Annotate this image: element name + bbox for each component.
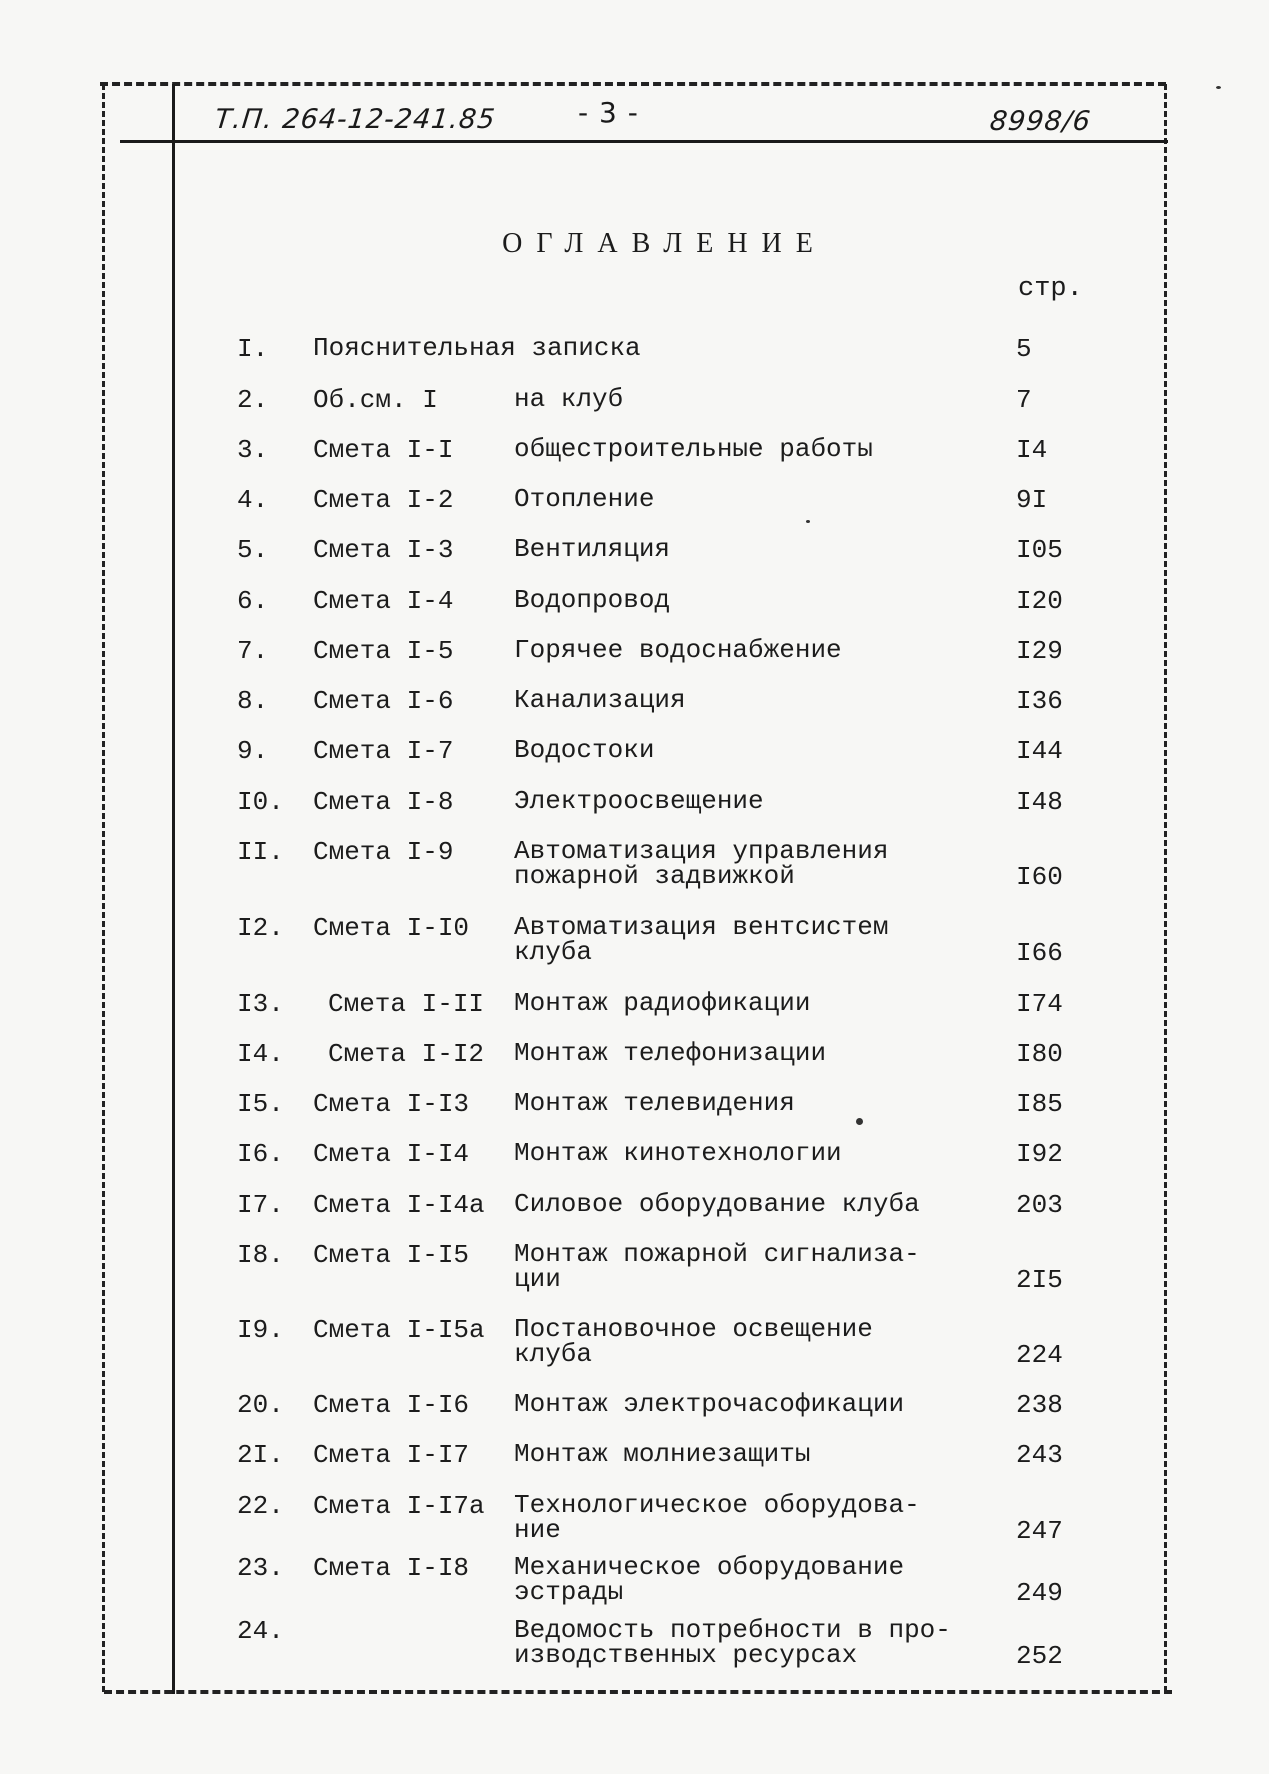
- entry-page: I36: [1016, 686, 1063, 716]
- entry-page: 249: [1016, 1578, 1063, 1608]
- entry-title: Монтаж пожарной сигнализа- ции: [514, 1239, 920, 1294]
- entry-title: Постановочное освещение клуба: [514, 1314, 873, 1369]
- entry-number: 8.: [237, 686, 269, 716]
- entry-page: 224: [1016, 1340, 1063, 1370]
- entry-page: I85: [1016, 1089, 1063, 1119]
- ink-speck: [806, 520, 810, 523]
- entry-code: Смета I-II: [328, 989, 485, 1019]
- frame-left-border: [102, 84, 105, 1692]
- page-column-label: стр.: [1018, 274, 1083, 304]
- entry-number: 9.: [237, 736, 269, 766]
- entry-page: 252: [1016, 1641, 1063, 1671]
- entry-code: Смета I-2: [313, 485, 454, 515]
- frame-right-border: [1164, 84, 1167, 1692]
- entry-number: II.: [237, 837, 284, 867]
- frame-top-border: [100, 82, 1166, 86]
- entry-page: I4: [1016, 435, 1048, 465]
- entry-title: Механическое оборудование эстрады: [514, 1552, 905, 1607]
- entry-title: на клуб: [514, 384, 624, 414]
- entry-number: I8.: [237, 1240, 284, 1270]
- entry-number: I.: [237, 334, 269, 364]
- entry-number: 4.: [237, 485, 269, 515]
- entry-code: Смета I-I7а: [313, 1491, 485, 1521]
- entry-code: Смета I-I4: [313, 1139, 470, 1169]
- entry-code: Смета I-5: [313, 636, 454, 666]
- entry-number: I3.: [237, 989, 284, 1019]
- archive-number: 8998/6: [988, 106, 1093, 137]
- entry-code: Смета I-I3: [313, 1089, 470, 1119]
- entry-title: Автоматизация вентсистем клуба: [514, 912, 889, 967]
- document-code: Т.П. 264-12-241.85: [213, 104, 498, 135]
- entry-title: Горячее водоснабжение: [514, 635, 842, 665]
- entry-code: Смета I-6: [313, 686, 454, 716]
- entry-title: Монтаж телефонизации: [514, 1038, 827, 1068]
- entry-number: 6.: [237, 586, 269, 616]
- entry-page: 2I5: [1016, 1265, 1063, 1295]
- entry-page: I05: [1016, 535, 1063, 565]
- entry-code: Смета I-I4а: [313, 1190, 485, 1220]
- entry-number: 20.: [237, 1390, 284, 1420]
- entry-title: Автоматизация управления пожарной задвижкой: [514, 836, 889, 891]
- entry-number: 3.: [237, 435, 269, 465]
- entry-page: I44: [1016, 736, 1063, 766]
- entry-code: Смета I-I2: [328, 1039, 485, 1069]
- entry-code: Смета I-7: [313, 736, 454, 766]
- entry-title: Силовое оборудование клуба: [514, 1189, 920, 1219]
- page-number: - 3 -: [578, 96, 639, 129]
- entry-number: I9.: [237, 1315, 284, 1345]
- entry-title: общестроительные работы: [514, 434, 873, 464]
- entry-page: 7: [1016, 385, 1032, 415]
- entry-page: I29: [1016, 636, 1063, 666]
- entry-page: 238: [1016, 1390, 1063, 1420]
- entry-number: I0.: [237, 787, 284, 817]
- entry-title: Технологическое оборудова- ние: [514, 1490, 920, 1545]
- ink-speck: [856, 1118, 863, 1125]
- entry-number: 2.: [237, 385, 269, 415]
- entry-title: Пояснительная записка: [313, 333, 641, 363]
- entry-code: Смета I-I5а: [313, 1315, 485, 1345]
- entry-title: Монтаж молниезащиты: [514, 1439, 811, 1469]
- entry-title: Водостоки: [514, 735, 655, 765]
- entry-code: Смета I-9: [313, 837, 454, 867]
- entry-title: Монтаж кинотехнологии: [514, 1138, 842, 1168]
- entry-page: 5: [1016, 334, 1032, 364]
- entry-page: I66: [1016, 938, 1063, 968]
- entry-page: I80: [1016, 1039, 1063, 1069]
- entry-number: 2I.: [237, 1440, 284, 1470]
- entry-number: I4.: [237, 1039, 284, 1069]
- entry-number: I2.: [237, 913, 284, 943]
- ink-speck: [1216, 86, 1221, 89]
- entry-page: I48: [1016, 787, 1063, 817]
- entry-title: Монтаж телевидения: [514, 1088, 795, 1118]
- entry-title: Вентиляция: [514, 534, 671, 564]
- entry-code: Смета I-I8: [313, 1553, 470, 1583]
- entry-title: Водопровод: [514, 585, 671, 615]
- entry-code: Смета I-8: [313, 787, 454, 817]
- entry-number: I6.: [237, 1139, 284, 1169]
- entry-title: Ведомость потребности в про- изводственных ресурсах: [514, 1615, 951, 1670]
- entry-page: I74: [1016, 989, 1063, 1019]
- entry-title: Канализация: [514, 685, 686, 715]
- entry-code: Смета I-4: [313, 586, 454, 616]
- entry-page: 247: [1016, 1516, 1063, 1546]
- entry-page: 203: [1016, 1190, 1063, 1220]
- entry-title: Монтаж радиофикации: [514, 988, 811, 1018]
- entry-code: Смета I-I5: [313, 1240, 470, 1270]
- entry-code: Смета I-I6: [313, 1390, 470, 1420]
- toc-title: ОГЛАВЛЕНИЕ: [502, 228, 827, 259]
- header-rule: [120, 140, 1168, 143]
- entry-number: I5.: [237, 1089, 284, 1119]
- entry-code: Смета I-3: [313, 535, 454, 565]
- entry-page: I20: [1016, 586, 1063, 616]
- entry-number: 22.: [237, 1491, 284, 1521]
- entry-number: I7.: [237, 1190, 284, 1220]
- entry-title: Отопление: [514, 484, 655, 514]
- frame-bottom-border: [104, 1690, 1172, 1694]
- entry-code: Смета I-I: [313, 435, 454, 465]
- entry-title: Электроосвещение: [514, 786, 764, 816]
- entry-number: 5.: [237, 535, 269, 565]
- entry-title: Монтаж электрочасофикации: [514, 1389, 905, 1419]
- binding-margin-line: [172, 84, 175, 1694]
- entry-number: 7.: [237, 636, 269, 666]
- entry-page: I92: [1016, 1139, 1063, 1169]
- entry-number: 24.: [237, 1616, 284, 1646]
- entry-code: Об.см. I: [313, 385, 438, 415]
- entry-code: Смета I-I7: [313, 1440, 470, 1470]
- entry-code: Смета I-I0: [313, 913, 470, 943]
- entry-page: 9I: [1016, 485, 1048, 515]
- entry-page: I60: [1016, 862, 1063, 892]
- entry-number: 23.: [237, 1553, 284, 1583]
- entry-page: 243: [1016, 1440, 1063, 1470]
